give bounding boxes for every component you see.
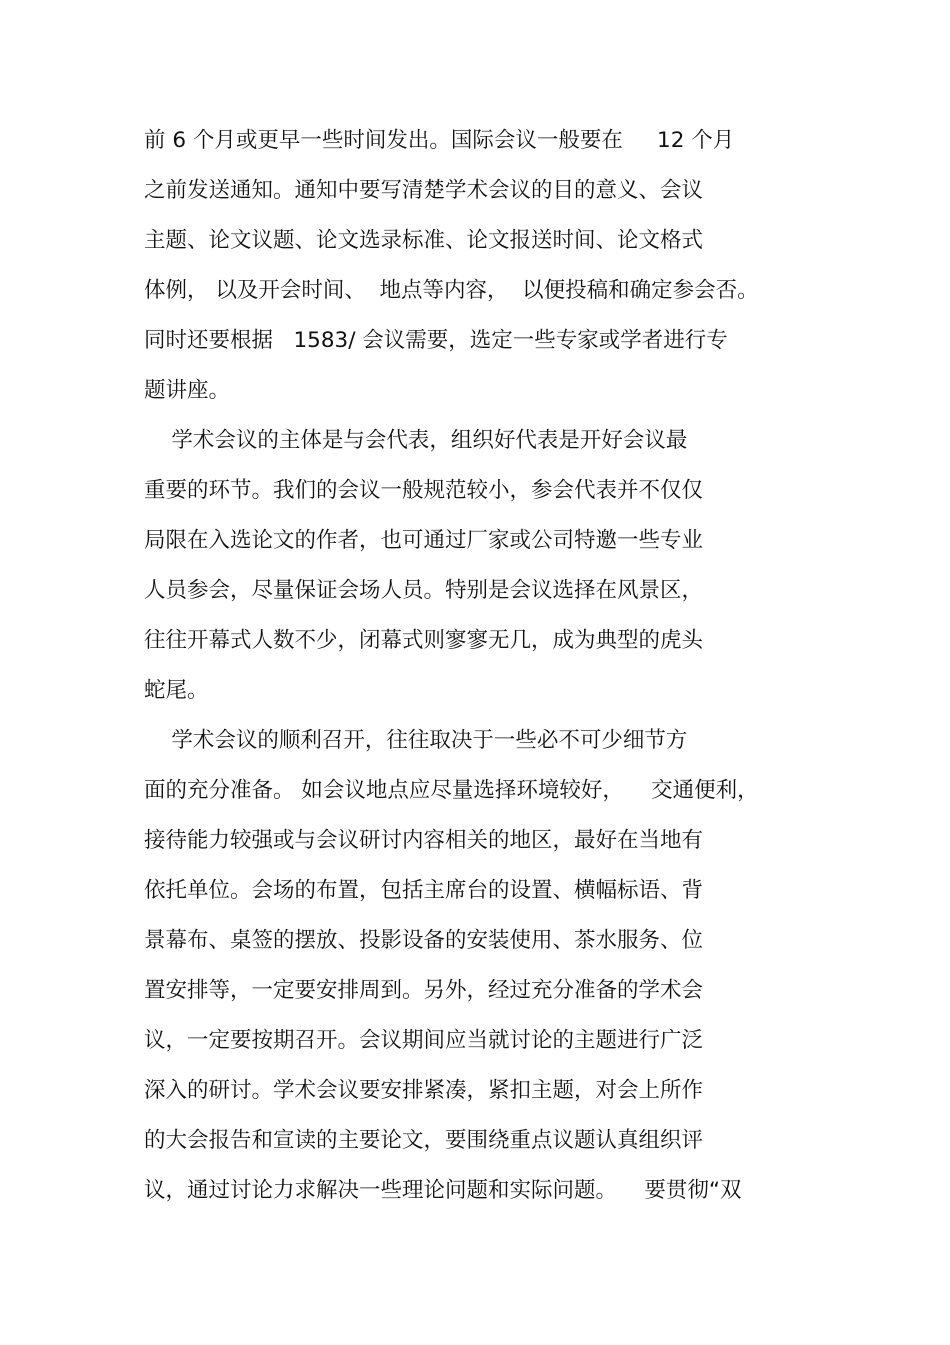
text-line: 景幕布、桌签的摆放、投影设备的安装使用、茶水服务、位 <box>144 928 704 953</box>
text-line: 题讲座。 <box>144 378 231 403</box>
text-line: 之前发送通知。通知中要写清楚学术会议的目的意义、会议 <box>144 178 704 203</box>
text-line: 往往开幕式人数不少，闭幕式则寥寥无几，成为典型的虎头 <box>144 628 704 653</box>
text-line: 置安排等，一定要安排周到。另外，经过充分准备的学术会 <box>144 978 704 1003</box>
text-line: 蛇尾。 <box>144 678 209 703</box>
paragraph-1 <box>144 116 814 416</box>
text-line: 依托单位。会场的布置，包括主席台的设置、横幅标语、背 <box>144 878 704 903</box>
text-line: 议，一定要按期召开。会议期间应当就讨论的主题进行广泛 <box>144 1028 704 1053</box>
paragraph-2 <box>144 416 814 716</box>
text-line: 面的充分准备。 如会议地点应尽量选择环境较好， 交通便利， <box>144 778 759 803</box>
text-line: 的大会报告和宣读的主要论文，要围绕重点议题认真组织评 <box>144 1128 704 1153</box>
text-line: 体例， 以及开会时间、 地点等内容， 以便投稿和确定参会否。 <box>144 278 759 303</box>
text-line: 人员参会，尽量保证会场人员。特别是会议选择在风景区， <box>144 578 704 603</box>
text-line: 局限在入选论文的作者，也可通过厂家或公司特邀一些专业 <box>144 528 704 553</box>
text-line: 主题、论文议题、论文选录标准、论文报送时间、论文格式 <box>144 228 704 253</box>
text-line: 学术会议的主体是与会代表，组织好代表是开好会议最 <box>144 428 688 453</box>
text-line: 议，通过讨论力求解决一些理论问题和实际问题。 要贯彻“双 <box>144 1178 742 1203</box>
text-line: 重要的环节。我们的会议一般规范较小，参会代表并不仅仅 <box>144 478 704 503</box>
document-body <box>144 116 814 1216</box>
text-line: 深入的研讨。学术会议要安排紧凑，紧扣主题，对会上所作 <box>144 1078 704 1103</box>
text-line: 前 6 个月或更早一些时间发出。国际会议一般要在 12 个月 <box>144 128 735 153</box>
text-line: 同时还要根据 1583/ 会议需要，选定一些专家或学者进行专 <box>144 328 728 353</box>
text-line: 学术会议的顺利召开，往往取决于一些必不可少细节方 <box>144 728 688 753</box>
text-line: 接待能力较强或与会议研讨内容相关的地区，最好在当地有 <box>144 828 704 853</box>
paragraph-3 <box>144 716 814 1216</box>
